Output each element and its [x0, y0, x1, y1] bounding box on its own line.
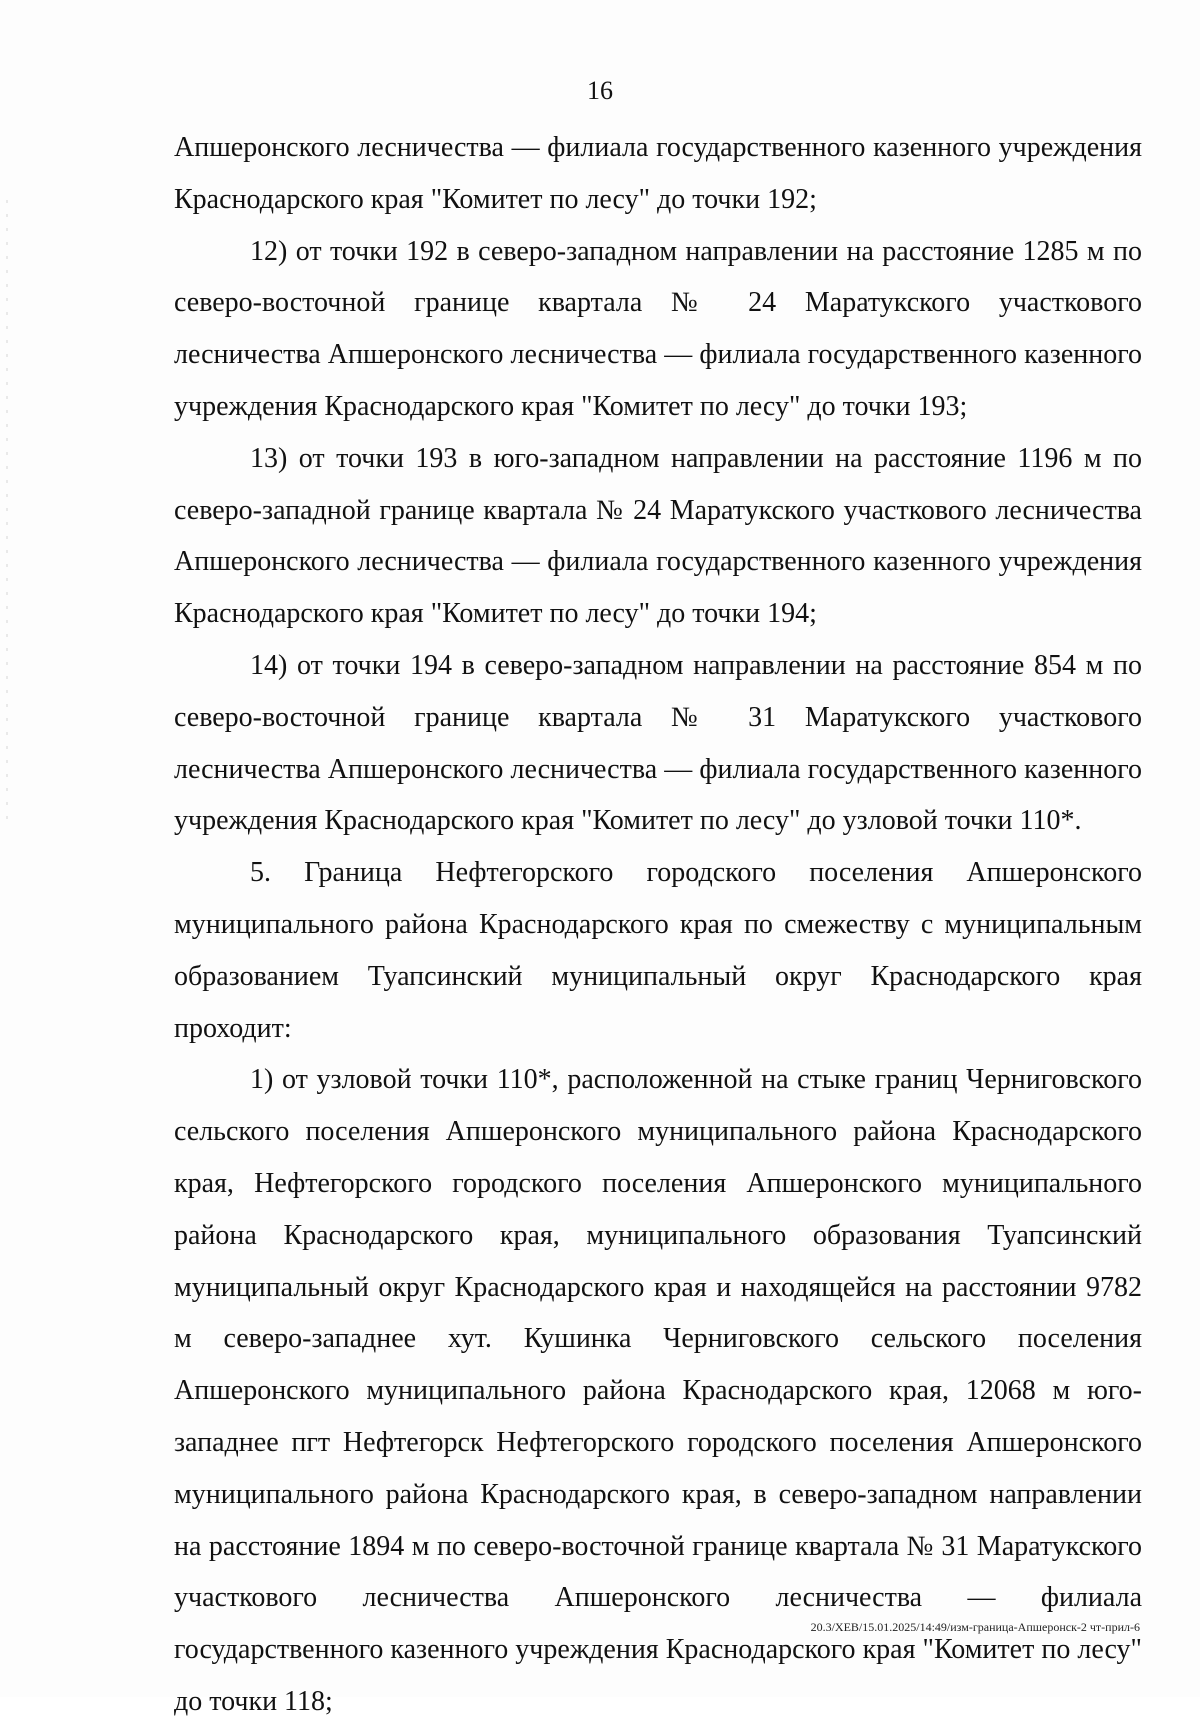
paragraph-continuation: Апшеронского лесничества — филиала государственного казенного учреждения Краснодарского края "Комитет по лесу" до точки 192;: [174, 132, 1142, 215]
page-number: 16: [587, 76, 613, 105]
scan-edge-marks: [6, 200, 8, 820]
paragraph-section-5: 5. Граница Нефтегорского городского поселения Апшеронского муниципального района Краснодарского края по смежеству с муниципальным образованием Туапсинский муниципальный округ Краснодарского края проходит:: [174, 857, 1142, 1044]
paragraph-item-1: 1) от узловой точки 110*, расположенной на стыке границ Черниговского сельского поселения Апшеронского муниципального района Краснодарского края, Нефтегорского городского поселения Апшеронского муниципального района Краснодарского края, муниципального образования Туапсинский муниципальный округ Краснодарского края и находящейся на расстоянии 9782 м северо-западнее хут. Кушинка Черниговского сельского поселения Апшеронского муниципального района Краснодарского края, 12068 м юго-западнее пгт Нефтегорск Нефтегорского городского поселения Апшеронского муниципального района Краснодарского края, в северо-западном направлении на расстояние 1894 м по северо-восточной границе квартала № 31 Маратукского участкового лесничества Апшеронского лесничества — филиала государственного казенного учреждения Краснодарского края "Комитет по лесу" до точки 118;: [174, 1064, 1142, 1717]
document-footer-code: 20.3/ХЕВ/15.01.2025/14:49/изм-граница-Апшеронск-2 чт-прил-6: [810, 1620, 1140, 1634]
document-body: [174, 122, 1142, 1728]
paragraph-item-13: 13) от точки 193 в юго-западном направлении на расстояние 1196 м по северо-западной границе квартала № 24 Маратукского участкового лесничества Апшеронского лесничества — филиала государственного казенного учреждения Краснодарского края "Комитет по лесу" до точки 194;: [174, 442, 1142, 630]
paragraph-item-14: 14) от точки 194 в северо-западном направлении на расстояние 854 м по северо-восточной границе квартала № 31 Маратукского участкового лесничества Апшеронского лесничества — филиала государственного казенного учреждения Краснодарского края "Комитет по лесу" до узловой точки 110*.: [174, 649, 1142, 837]
paragraph-item-12: 12) от точки 192 в северо-западном направлении на расстояние 1285 м по северо-восточной границе квартала № 24 Маратукского участкового лесничества Апшеронского лесничества — филиала государственного казенного учреждения Краснодарского края "Комитет по лесу" до точки 193;: [174, 235, 1142, 422]
